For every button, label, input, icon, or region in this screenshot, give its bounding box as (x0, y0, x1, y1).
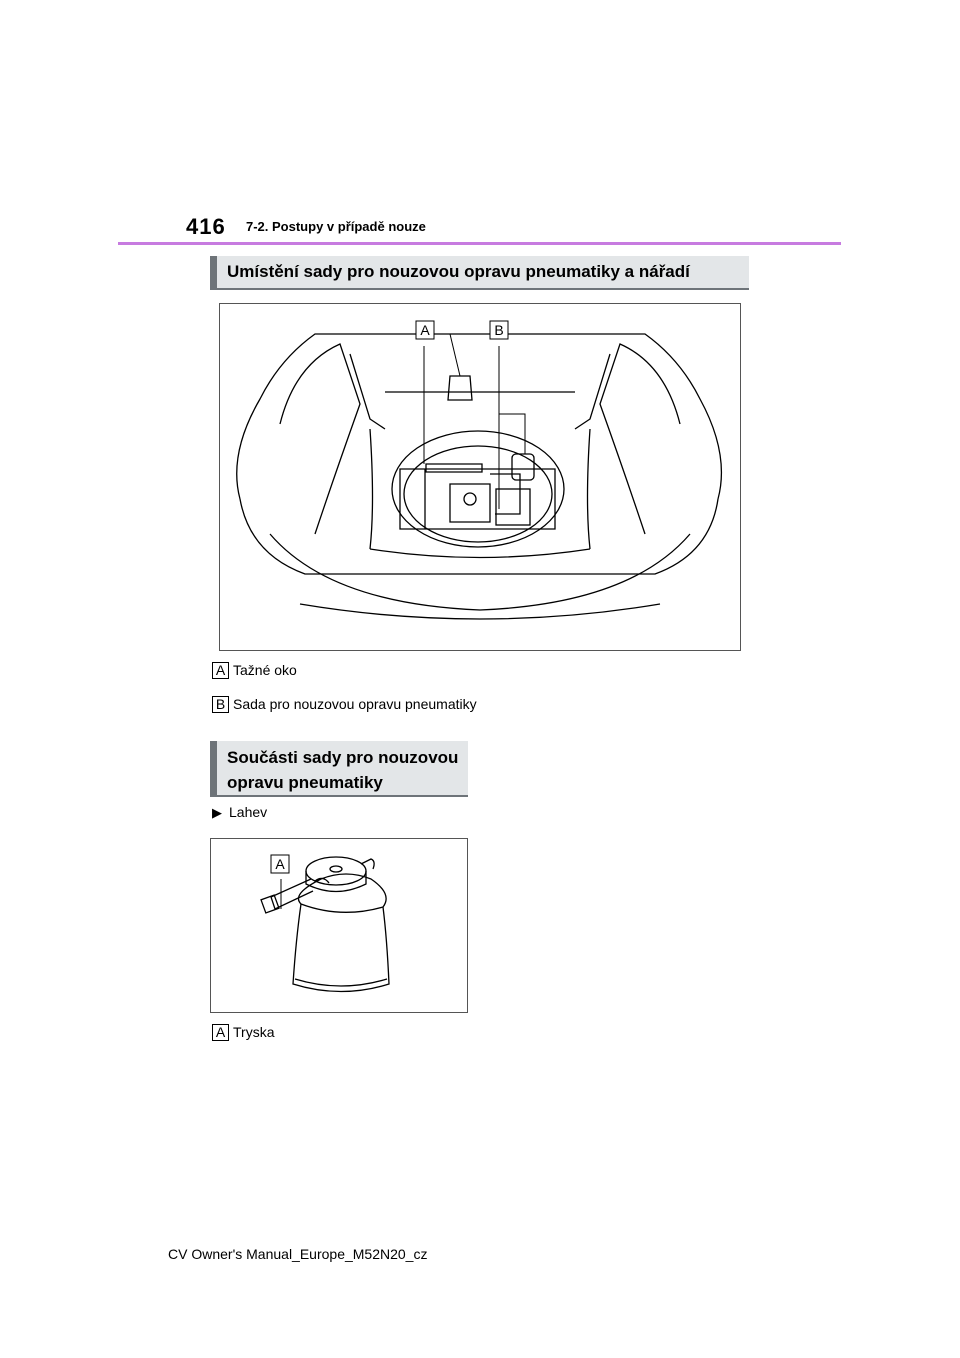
heading-line-1: Součásti sady pro nouzovou (227, 748, 459, 767)
page-number: 416 (186, 214, 226, 239)
section-heading-location: Umístění sady pro nouzovou opravu pneumatiky a nářadí (210, 256, 749, 290)
arrow-right-icon: ▶ (212, 805, 222, 820)
bottle-drawing (211, 839, 467, 1012)
trunk-illustration (219, 303, 741, 651)
legend-badge-b: B (212, 696, 229, 713)
legend-text-nozzle: Tryska (233, 1024, 275, 1040)
bullet-text-bottle: Lahev (229, 804, 268, 820)
legend-badge-nozzle: A (212, 1024, 229, 1041)
chapter-title: 7-2. Postupy v případě nouze (246, 219, 426, 234)
footer-text: CV Owner's Manual_Europe_M52N20_cz (168, 1246, 428, 1262)
bottle-illustration (210, 838, 468, 1013)
figure-label-b: B (494, 322, 504, 338)
trunk-drawing (220, 304, 740, 650)
figure-label-nozzle: A (275, 856, 285, 872)
legend-text-repair-kit: Sada pro nouzovou opravu pneumatiky (233, 696, 477, 712)
section-heading-components (210, 741, 468, 797)
figure-label-a: A (420, 322, 430, 338)
header-divider (118, 242, 841, 245)
heading-line-2: opravu pneumatiky (227, 773, 383, 792)
legend-badge-a: A (212, 662, 229, 679)
legend-text-towing-eye: Tažné oko (233, 662, 297, 678)
